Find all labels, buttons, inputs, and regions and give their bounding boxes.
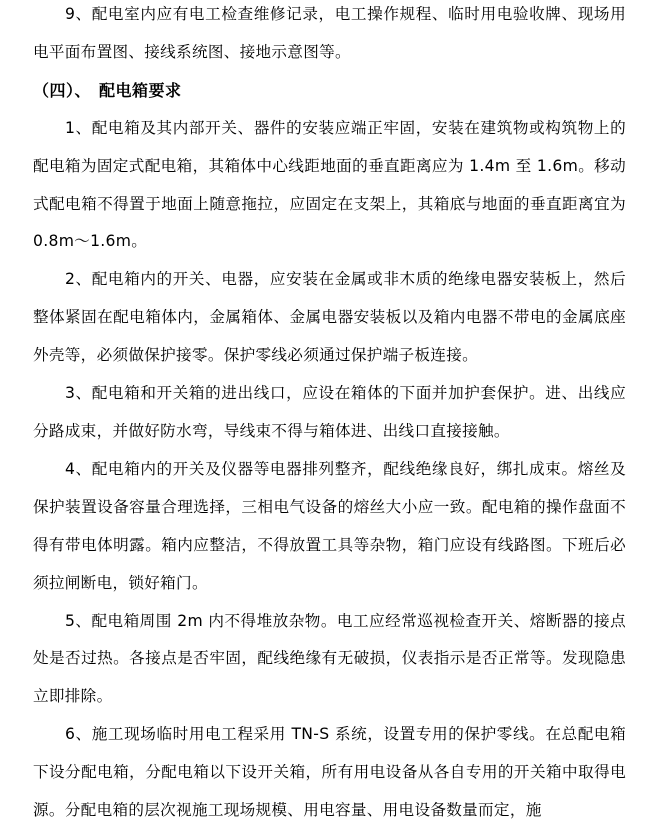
paragraph-item-4: 4、配电箱内的开关及仪器等电器排列整齐，配线绝缘良好，绑扎成束。熔丝及保护装置设备容量合理选择，三相电气设备的熔丝大小应一致。配电箱的操作盘面不得有带电体明露。箱内应整洁，不得放置工具等杂物，箱门应设有线路图。下班后必须拉闸断电，锁好箱门。 [33,459,626,592]
paragraph-item-2: 2、配电箱内的开关、电器，应安装在金属或非木质的绝缘电器安装板上，然后整体紧固在配电箱体内，金属箱体、金属电器安装板以及箱内电器不带电的金属底座外壳等，必须做保护接零。保护零线必须通过保护端子板连接。 [33,270,626,365]
document-page [33,0,626,830]
paragraph-item-6: 6、施工现场临时用电工程采用 TN-S 系统，设置专用的保护零线。在总配电箱下设分配电箱，分配电箱以下设开关箱，所有用电设备从各自专用的开关箱中取得电源。分配电箱的层次视施工现场规模、用电容量、用电设备数量而定，施 [33,725,626,820]
section-title: 配电箱要求 [99,80,182,100]
paragraph-item-5: 5、配电箱周围 2m 内不得堆放杂物。电工应经常巡视检查开关、熔断器的接点处是否过热。各接点是否牢固，配线绝缘有无破损，仪表指示是否正常等。发现隐患立即排除。 [33,611,626,706]
section-number: （四）、 [33,80,92,100]
paragraph-item-3: 3、配电箱和开关箱的进出线口，应设在箱体的下面并加护套保护。进、出线应分路成束，并做好防水弯，导线束不得与箱体进、出线口直接接触。 [33,384,626,440]
section-heading [33,72,626,110]
paragraph-item-1: 1、配电箱及其内部开关、器件的安装应端正牢固，安装在建筑物或构筑物上的配电箱为固定式配电箱，其箱体中心线距地面的垂直距离应为 1.4m 至 1.6m。移动式配电箱不得置于地面上随意拖拉，应固定在支架上，其箱底与地面的垂直距离宜为 0.8m～1.6m。 [33,118,626,251]
paragraph-item-9: 9、配电室内应有电工检查维修记录，电工操作规程、临时用电验收牌、现场用电平面布置图、接线系统图、接地示意图等。 [33,5,626,61]
